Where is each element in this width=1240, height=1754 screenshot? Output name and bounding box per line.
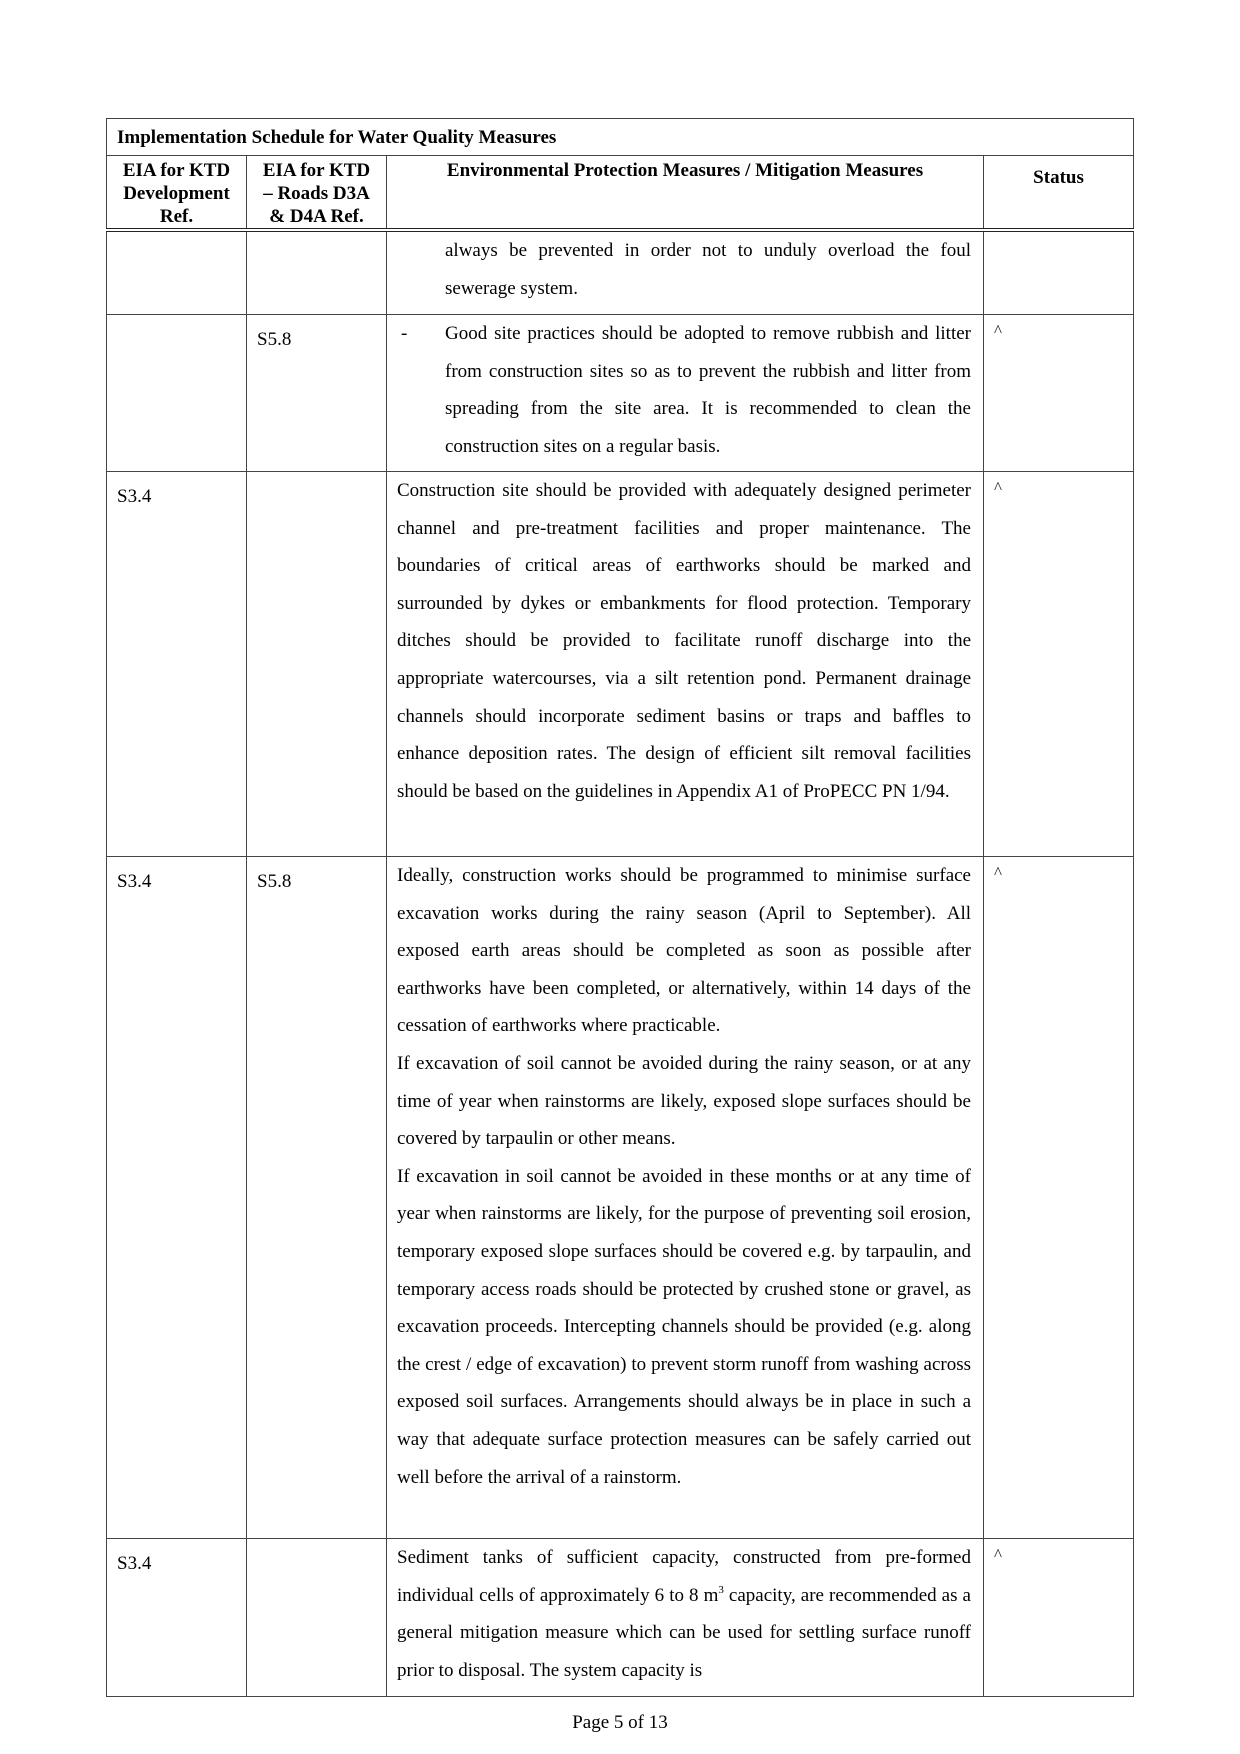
- roads-ref-cell: S5.8: [247, 315, 387, 472]
- measure-cell: [387, 230, 984, 315]
- table-title-row: [107, 119, 1134, 156]
- dev-ref-cell: S3.4: [107, 472, 247, 857]
- measure-cell: [387, 472, 984, 857]
- table-row: [107, 857, 1134, 1539]
- measure-paragraph: If excavation of soil cannot be avoided during the rainy season, or at any time of year when rainstorms are likely, exposed slope surfaces should be covered by tarpaulin or other means.: [397, 1052, 971, 1150]
- status-cell: [984, 230, 1134, 315]
- status-cell: ^: [984, 1539, 1134, 1697]
- measure-text-part: Sediment tanks of sufficient capacity, constructed from pre-formed individual cells of approximately 6 to 8 m: [397, 1547, 971, 1606]
- table-title: Implementation Schedule for Water Quality Measures: [107, 119, 1134, 156]
- measure-text: always be prevented in order not to unduly overload the foul sewerage system.: [445, 240, 971, 299]
- header-status: Status: [984, 156, 1134, 231]
- dev-ref-cell: S3.4: [107, 857, 247, 1539]
- dev-ref-cell: [107, 315, 247, 472]
- dev-ref-cell: S3.4: [107, 1539, 247, 1697]
- header-roads-ref-line: EIA for KTD: [262, 160, 371, 181]
- header-roads-ref-line: & D4A Ref.: [269, 206, 364, 227]
- page-number: Page 5 of 13: [572, 1712, 668, 1733]
- measure-text: Construction site should be provided with adequately designed perimeter channel and pre-treatment facilities and proper maintenance. The boundaries of critical areas of earthworks should be marked and surrounded by dykes or embankments for flood protection. Temporary ditches should be provided to facilitate runoff discharge into the appropriate watercourses, via a silt retention pond. Permanent drainage channels should incorporate sediment basins or traps and baffles to enhance deposition rates. The design of efficient silt removal facilities should be based on the guidelines in Appendix A1 of ProPECC PN 1/94.: [397, 480, 971, 802]
- measure-cell: [387, 315, 984, 472]
- measure-text-part: capacity, are recommended as a general mitigation measure which can be used for settling surface runoff prior to disposal. The system capacity is: [397, 1584, 971, 1681]
- implementation-schedule-table: [106, 118, 1134, 1697]
- measure-text: [397, 1539, 971, 1689]
- table-row: [107, 472, 1134, 857]
- table-row: [107, 315, 1134, 472]
- status-cell: ^: [984, 857, 1134, 1539]
- superscript-cubed: 3: [718, 1583, 724, 1596]
- header-dev-ref: [107, 156, 247, 231]
- header-measures: Environmental Protection Measures / Mitigation Measures: [387, 156, 984, 231]
- status-cell: ^: [984, 315, 1134, 472]
- roads-ref-cell: [247, 472, 387, 857]
- status-cell: ^: [984, 472, 1134, 857]
- dev-ref-cell: [107, 230, 247, 315]
- roads-ref-cell: S5.8: [247, 857, 387, 1539]
- roads-ref-cell: [247, 230, 387, 315]
- header-dev-ref-line: Development: [123, 183, 230, 204]
- measure-paragraph: Ideally, construction works should be programmed to minimise surface excavation works during the rainy season (April to September). All exposed earth areas should be completed as soon as possible after earthworks have been completed, or alternatively, within 14 days of the cessation of earthworks where practicable.: [397, 865, 971, 1037]
- table-row: [107, 1539, 1134, 1697]
- header-roads-ref-line: – Roads D3A: [263, 183, 370, 204]
- header-dev-ref-line: Ref.: [159, 206, 194, 227]
- bullet-item: [397, 315, 971, 465]
- header-dev-ref-line: EIA for KTD: [122, 160, 231, 181]
- table-row: [107, 230, 1134, 315]
- measure-paragraph: If excavation in soil cannot be avoided in these months or at any time of year when rainstorms are likely, for the purpose of preventing soil erosion, temporary exposed slope surfaces should be covered e.g. by tarpaulin, and temporary access roads should be protected by crushed stone or gravel, as excavation proceeds. Intercepting channels should be provided (e.g. along the crest / edge of excavation) to prevent storm runoff from washing across exposed soil surfaces. Arrangements should always be in place in such a way that adequate surface protection measures can be safely carried out well before the arrival of a rainstorm.: [397, 1165, 971, 1488]
- measure-cell: [387, 1539, 984, 1697]
- header-roads-ref: [247, 156, 387, 231]
- measure-cell: [387, 857, 984, 1539]
- table-header-row: [107, 156, 1134, 231]
- measure-text: Good site practices should be adopted to remove rubbish and litter from construction sites so as to prevent the rubbish and litter from spreading from the site area. It is recommended to clean the construction sites on a regular basis.: [445, 323, 971, 457]
- roads-ref-cell: [247, 1539, 387, 1697]
- bullet-dash-icon: -: [401, 323, 408, 344]
